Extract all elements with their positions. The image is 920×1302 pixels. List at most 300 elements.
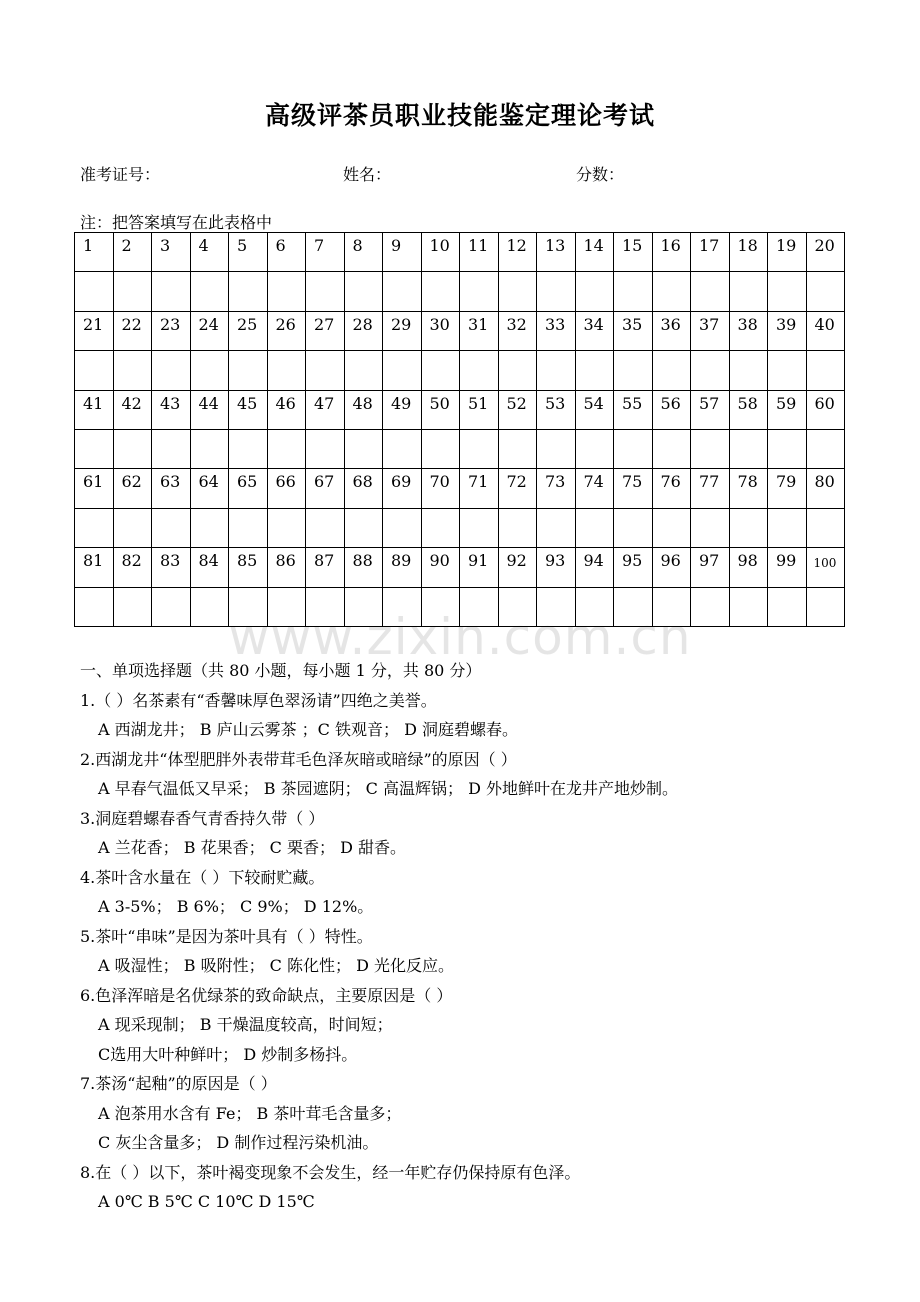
answer-cell[interactable] [383,429,422,468]
grid-number-cell [190,311,229,350]
question-number: 81 [83,551,104,571]
question-number: 67 [314,472,335,492]
question-number: 29 [391,314,412,334]
answer-cell[interactable] [113,429,152,468]
grid-number-cell [421,548,460,587]
answer-cell[interactable] [306,272,345,311]
question-number: 82 [121,551,142,571]
grid-number-cell [152,233,191,272]
question-number: 55 [622,393,643,413]
question-number: 38 [737,314,758,334]
question-number: 89 [391,551,412,571]
answer-cell[interactable] [575,272,614,311]
question-number: 7 [314,236,325,255]
grid-number-cell [729,233,768,272]
question-options: A 早春气温低又早采； B 茶园遮阴； C 高温辉锅； D 外地鲜叶在龙井产地炒制。 [98,779,678,798]
answer-cell[interactable] [344,351,383,390]
answer-cell[interactable] [768,272,807,311]
question-number: 93 [545,551,566,571]
grid-number-cell [113,548,152,587]
answer-cell[interactable] [729,272,768,311]
grid-number-cell [768,548,807,587]
answer-cell[interactable] [383,508,422,547]
grid-number-row [75,233,845,272]
grid-number-cell [152,548,191,587]
grid-number-cell [152,469,191,508]
answer-cell[interactable] [75,508,114,547]
question-number: 28 [352,314,373,334]
answer-cell[interactable] [691,508,730,547]
question-number: 6 [275,236,286,255]
answer-cell[interactable] [421,351,460,390]
question-number: 42 [121,393,142,413]
grid-number-cell [421,469,460,508]
grid-number-cell [537,233,576,272]
grid-number-cell [383,469,422,508]
grid-number-cell [267,233,306,272]
question-number: 2 [121,236,132,255]
grid-number-cell [575,311,614,350]
question-number: 49 [391,393,412,413]
question-number: 52 [506,393,527,413]
questions-section [80,656,880,1217]
grid-number-cell [460,390,499,429]
question-number: 84 [198,551,219,571]
answer-cell[interactable] [537,429,576,468]
answer-cell[interactable] [306,508,345,547]
answer-cell[interactable] [729,508,768,547]
answer-cell[interactable] [575,351,614,390]
answer-note: 注：把答案填写在此表格中 [80,213,273,232]
grid-number-cell [229,311,268,350]
grid-number-cell [537,548,576,587]
question-number: 17 [699,236,720,255]
question-number: 3 [160,236,171,255]
grid-number-cell [652,548,691,587]
grid-number-row [75,311,845,350]
answer-cell[interactable] [267,272,306,311]
question-number: 61 [83,472,104,492]
answer-grid [74,232,845,627]
answer-cell[interactable] [768,351,807,390]
answer-cell[interactable] [190,351,229,390]
grid-number-cell [383,311,422,350]
grid-number-cell [537,469,576,508]
grid-number-cell [113,233,152,272]
grid-number-cell [229,548,268,587]
question-number: 33 [545,314,566,334]
grid-number-cell [113,311,152,350]
question-number: 24 [198,314,219,334]
question-options: A 吸湿性； B 吸附性； C 陈化性； D 光化反应。 [98,956,454,975]
answer-cell[interactable] [267,351,306,390]
answer-cell[interactable] [344,508,383,547]
grid-number-cell [614,548,653,587]
question-number: 100 [813,556,837,571]
answer-cell[interactable] [652,429,691,468]
answer-cell[interactable] [152,272,191,311]
question-number: 53 [545,393,566,413]
question-number: 66 [275,472,296,492]
answer-cell[interactable] [537,351,576,390]
answer-cell[interactable] [344,272,383,311]
answer-cell[interactable] [383,351,422,390]
question-number: 96 [660,551,681,571]
grid-number-cell [652,469,691,508]
answer-cell[interactable] [498,272,537,311]
question-number: 25 [237,314,258,334]
answer-cell[interactable] [768,508,807,547]
question-options: C 灰尘含量多； D 制作过程污染机油。 [98,1133,379,1152]
grid-number-cell [267,469,306,508]
question-number: 75 [622,472,643,492]
question-number: 37 [699,314,720,334]
exam-number-label: 准考证号： [80,165,161,184]
question-number: 68 [352,472,373,492]
question-number: 92 [506,551,527,571]
question-number: 30 [429,314,450,334]
grid-number-cell [691,469,730,508]
question-number: 79 [776,472,797,492]
grid-number-cell [75,311,114,350]
answer-cell[interactable] [537,272,576,311]
question-number: 8 [352,236,363,255]
grid-number-cell [267,311,306,350]
grid-number-cell [306,548,345,587]
answer-cell[interactable] [113,272,152,311]
question-number: 76 [660,472,681,492]
grid-number-cell [344,469,383,508]
answer-cell[interactable] [498,351,537,390]
question-options: A 西湖龙井； B 庐山云雾茶 ；C 铁观音； D 洞庭碧螺春。 [98,720,518,739]
question-number: 44 [198,393,219,413]
answer-cell[interactable] [614,272,653,311]
question-number: 65 [237,472,258,492]
grid-number-cell [729,548,768,587]
grid-number-cell [190,548,229,587]
question-number: 16 [660,236,681,255]
grid-number-cell [806,548,845,587]
question-text: 3.洞庭碧螺春香气青香持久带（ ） [80,808,325,828]
question-options: A 泡茶用水含有 Fe； B 茶叶茸毛含量多； [98,1103,402,1123]
answer-cell[interactable] [152,508,191,547]
question-text: 2.西湖龙井“体型肥胖外表带茸毛色泽灰暗或暗绿”的原因（ ） [80,749,517,769]
grid-number-cell [498,233,537,272]
answer-cell[interactable] [537,508,576,547]
question-number: 13 [545,236,566,255]
grid-number-cell [537,311,576,350]
grid-number-cell [75,233,114,272]
grid-number-cell [190,233,229,272]
answer-cell[interactable] [652,508,691,547]
grid-number-cell [383,233,422,272]
grid-number-cell [575,548,614,587]
grid-number-cell [75,548,114,587]
grid-number-cell [575,233,614,272]
candidate-info-row [0,162,920,188]
grid-number-cell [306,469,345,508]
answer-cell[interactable] [229,508,268,547]
answer-cell[interactable] [152,351,191,390]
grid-number-cell [229,390,268,429]
grid-number-cell [152,390,191,429]
grid-number-cell [691,233,730,272]
grid-number-cell [421,311,460,350]
answer-cell[interactable] [267,429,306,468]
answer-cell[interactable] [614,429,653,468]
question-number: 43 [160,393,181,413]
answer-cell[interactable] [152,429,191,468]
section-title: 一、单项选择题（共 80 小题，每小题 1 分，共 80 分） [80,661,482,680]
question-number: 64 [198,472,219,492]
grid-number-cell [806,311,845,350]
answer-cell[interactable] [614,351,653,390]
question-number: 87 [314,551,335,571]
answer-cell[interactable] [691,272,730,311]
grid-answer-row [75,429,845,468]
question-number: 73 [545,472,566,492]
question-number: 35 [622,314,643,334]
grid-number-cell [498,469,537,508]
question-text: 8.在（ ）以下，茶叶褐变现象不会发生，经一年贮存仍保持原有色泽。 [80,1162,581,1182]
answer-cell[interactable] [614,508,653,547]
answer-cell[interactable] [498,508,537,547]
answer-cell[interactable] [75,272,114,311]
grid-number-cell [460,469,499,508]
question-number: 10 [429,236,450,255]
answer-cell[interactable] [229,351,268,390]
answer-cell[interactable] [691,351,730,390]
question-number: 72 [506,472,527,492]
question-number: 56 [660,393,681,413]
question-number: 39 [776,314,797,334]
question-number: 15 [622,236,643,255]
answer-cell[interactable] [344,429,383,468]
grid-number-cell [383,548,422,587]
grid-number-cell [383,390,422,429]
answer-cell[interactable] [460,272,499,311]
grid-number-cell [652,390,691,429]
question-options: A 0℃ B 5℃ C 10℃ D 15℃ [98,1192,315,1211]
question-number: 1 [83,236,94,255]
grid-number-cell [806,390,845,429]
question-number: 32 [506,314,527,334]
grid-answer-row [75,508,845,547]
question-number: 83 [160,551,181,571]
question-number: 78 [737,472,758,492]
question-text: 5.茶叶“串味”是因为茶叶具有（ ）特性。 [80,926,373,946]
question-number: 59 [776,393,797,413]
question-number: 27 [314,314,335,334]
grid-number-cell [190,469,229,508]
answer-cell[interactable] [729,429,768,468]
answer-cell[interactable] [421,508,460,547]
question-number: 5 [237,236,248,255]
question-number: 19 [776,236,797,255]
answer-cell[interactable] [806,272,845,311]
grid-number-cell [75,390,114,429]
question-number: 51 [468,393,489,413]
question-options: A 现采现制； B 干燥温度较高，时间短； [98,1015,393,1034]
grid-number-cell [806,469,845,508]
answer-cell[interactable] [267,508,306,547]
grid-number-cell [806,233,845,272]
answer-cell[interactable] [460,429,499,468]
question-number: 54 [583,393,604,413]
answer-cell[interactable] [75,429,114,468]
answer-cell[interactable] [460,508,499,547]
question-number: 62 [121,472,142,492]
grid-number-cell [344,390,383,429]
grid-number-row [75,548,845,587]
question-number: 60 [814,393,835,413]
answer-cell[interactable] [421,429,460,468]
grid-number-cell [306,390,345,429]
question-number: 46 [275,393,296,413]
grid-number-cell [768,390,807,429]
grid-number-cell [75,469,114,508]
question-options: A 3-5%； B 6%； C 9%； D 12%。 [98,897,374,916]
grid-number-cell [113,469,152,508]
question-number: 90 [429,551,450,571]
grid-number-cell [729,390,768,429]
question-number: 88 [352,551,373,571]
grid-number-cell [460,548,499,587]
question-number: 26 [275,314,296,334]
question-number: 9 [391,236,402,255]
answer-cell[interactable] [190,272,229,311]
grid-number-cell [614,469,653,508]
answer-cell[interactable] [383,272,422,311]
question-options: A 兰花香； B 花果香； C 栗香； D 甜香。 [98,838,406,857]
grid-number-cell [614,311,653,350]
answer-cell[interactable] [575,429,614,468]
answer-cell[interactable] [652,351,691,390]
question-number: 48 [352,393,373,413]
question-number: 74 [583,472,604,492]
answer-cell[interactable] [306,429,345,468]
grid-number-cell [267,548,306,587]
question-number: 14 [583,236,604,255]
answer-cell[interactable] [190,508,229,547]
grid-number-cell [498,390,537,429]
grid-number-cell [229,233,268,272]
question-number: 86 [275,551,296,571]
grid-number-cell [152,311,191,350]
question-text: 6.色泽浑暗是名优绿茶的致命缺点，主要原因是（ ） [80,985,453,1005]
question-number: 34 [583,314,604,334]
grid-number-cell [344,233,383,272]
grid-number-cell [768,233,807,272]
answer-cell[interactable] [113,351,152,390]
grid-number-cell [614,233,653,272]
grid-number-cell [460,311,499,350]
grid-answer-row [75,272,845,311]
question-number: 63 [160,472,181,492]
answer-cell[interactable] [421,272,460,311]
grid-number-cell [575,469,614,508]
grid-number-cell [460,233,499,272]
answer-cell[interactable] [229,429,268,468]
answer-cell[interactable] [460,351,499,390]
answer-cell[interactable] [729,351,768,390]
answer-cell[interactable] [190,429,229,468]
question-number: 40 [814,314,835,334]
grid-number-cell [652,311,691,350]
question-number: 4 [198,236,209,255]
grid-number-cell [768,469,807,508]
grid-number-cell [229,469,268,508]
question-options: C选用大叶种鲜叶； D 炒制多杨抖。 [98,1044,358,1064]
answer-cell[interactable] [806,429,845,468]
grid-number-cell [113,390,152,429]
answer-cell[interactable] [306,351,345,390]
question-number: 31 [468,314,489,334]
question-number: 71 [468,472,489,492]
question-number: 18 [737,236,758,255]
question-number: 22 [121,314,142,334]
grid-number-cell [498,548,537,587]
question-number: 36 [660,314,681,334]
answer-cell[interactable] [75,351,114,390]
grid-number-cell [575,390,614,429]
grid-number-cell [652,233,691,272]
grid-number-cell [691,390,730,429]
question-number: 21 [83,314,104,334]
question-number: 85 [237,551,258,571]
score-label: 分数： [576,165,625,184]
grid-number-cell [344,311,383,350]
answer-cell[interactable] [691,429,730,468]
answer-cell[interactable] [768,429,807,468]
question-number: 95 [622,551,643,571]
grid-number-cell [729,311,768,350]
page-title: 高级评茶员职业技能鉴定理论考试 [264,101,655,130]
answer-cell[interactable] [806,508,845,547]
grid-number-cell [498,311,537,350]
question-text: 1.（ ）名茶素有“香馨味厚色翠汤请”四绝之美誉。 [80,690,437,710]
answer-cell[interactable] [575,508,614,547]
question-number: 23 [160,314,181,334]
answer-cell[interactable] [113,508,152,547]
question-number: 50 [429,393,450,413]
question-number: 11 [468,236,489,255]
grid-number-cell [537,390,576,429]
answer-cell[interactable] [652,272,691,311]
question-number: 80 [814,472,835,492]
name-label: 姓名： [343,165,392,184]
question-number: 94 [583,551,604,571]
grid-number-row [75,469,845,508]
grid-number-cell [267,390,306,429]
question-number: 58 [737,393,758,413]
grid-number-cell [421,233,460,272]
answer-cell[interactable] [806,351,845,390]
question-number: 45 [237,393,258,413]
answer-cell[interactable] [229,272,268,311]
grid-number-cell [614,390,653,429]
answer-cell[interactable] [498,429,537,468]
question-text: 4.茶叶含水量在（ ）下较耐贮藏。 [80,867,325,887]
question-number: 77 [699,472,720,492]
grid-number-cell [691,311,730,350]
watermark: www.zixin.com.cn [228,608,692,666]
grid-number-cell [729,469,768,508]
question-number: 47 [314,393,335,413]
question-number: 98 [737,551,758,571]
question-number: 20 [814,236,835,255]
grid-number-cell [306,311,345,350]
